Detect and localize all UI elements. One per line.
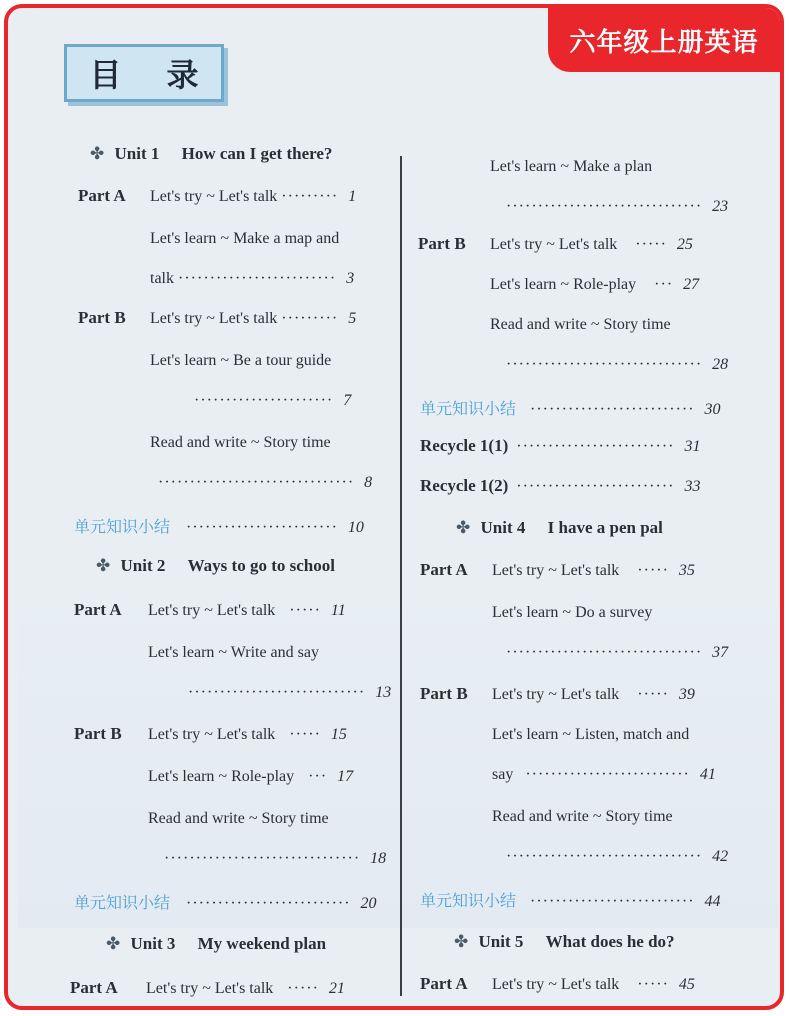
unit1-heading[interactable] [90, 144, 332, 164]
toc-entry-cont[interactable] [158, 474, 372, 492]
unit-label: Unit 2 [120, 556, 166, 575]
toc-entry[interactable] [492, 562, 695, 580]
toc-entry[interactable]: Let's learn ~ Be a tour guide [150, 352, 332, 369]
leader-dots: ········· [281, 310, 339, 327]
title-char-2: 录 [166, 56, 199, 94]
toc-entry[interactable] [492, 686, 695, 704]
unit-label: Unit 1 [114, 144, 160, 163]
leader-dots: ····· [289, 726, 321, 743]
page-number: 21 [328, 980, 345, 997]
summary-label: 单元知识小结 [420, 399, 517, 418]
part-label: Part A [78, 186, 126, 205]
page-number: 28 [712, 356, 729, 373]
page-frame [4, 4, 784, 1010]
toc-entry[interactable] [148, 726, 347, 744]
leader-dots: ····· [635, 236, 667, 253]
entry-text: Let's try ~ Let's talk [148, 726, 276, 743]
page-number: 10 [347, 519, 364, 536]
unit-summary-entry[interactable] [74, 514, 364, 537]
page-number: 35 [678, 562, 695, 579]
part-label: Part A [420, 974, 468, 993]
entry-text: Let's try ~ Let's talk [492, 976, 620, 993]
toc-entry[interactable]: Let's learn ~ Write and say [148, 644, 319, 661]
entry-text: Let's try ~ Let's talk [146, 980, 274, 997]
page-number: 25 [676, 236, 693, 253]
recycle-entry[interactable] [420, 436, 700, 456]
toc-entry[interactable]: Let's learn ~ Listen, match and [492, 726, 690, 743]
leader-dots: ······························· [158, 474, 355, 491]
leader-dots: ········· [281, 188, 339, 205]
page-number: 23 [712, 198, 729, 215]
entry-text: Let's try ~ Let's talk [492, 686, 620, 703]
toc-entry[interactable]: Let's learn ~ Make a map and [150, 230, 340, 247]
leader-dots: ························· [178, 270, 337, 287]
page-number: 42 [712, 848, 729, 865]
toc-entry-cont[interactable] [164, 850, 386, 868]
entry-text: Let's try ~ Let's talk [150, 310, 278, 327]
flower-icon: ✤ [106, 934, 121, 954]
toc-entry[interactable]: Read and write ~ Story time [490, 316, 671, 333]
entry-text: Let's learn ~ Role-play [490, 276, 637, 293]
toc-entry-cont[interactable] [194, 392, 351, 410]
summary-label: 单元知识小结 [74, 517, 171, 536]
page-number: 33 [684, 478, 701, 495]
recycle-entry[interactable] [420, 476, 700, 496]
entry-text: Let's try ~ Let's talk [148, 602, 276, 619]
leader-dots: ······························· [506, 644, 703, 661]
unit-label: Unit 4 [480, 518, 526, 537]
unit-title: Ways to go to school [187, 556, 335, 575]
page-number: 30 [704, 401, 721, 418]
toc-entry-cont[interactable] [506, 848, 728, 866]
part-label: Part B [74, 724, 122, 743]
toc-entry-cont[interactable] [492, 766, 716, 784]
toc-entry-cont[interactable] [150, 270, 354, 288]
leader-dots: ························· [516, 438, 675, 455]
page-number: 20 [360, 895, 377, 912]
toc-entry[interactable]: Let's learn ~ Do a survey [492, 604, 653, 621]
flower-icon: ✤ [96, 556, 111, 576]
toc-entry-cont[interactable] [506, 644, 728, 662]
toc-entry[interactable]: Let's learn ~ Make a plan [490, 158, 653, 175]
leader-dots: ····· [637, 686, 669, 703]
page-number: 27 [683, 276, 700, 293]
toc-entry[interactable] [146, 980, 345, 998]
leader-dots: ······························· [506, 848, 703, 865]
leader-dots: ··· [654, 276, 674, 293]
leader-dots: ······················ [194, 392, 334, 409]
summary-label: 单元知识小结 [74, 893, 171, 912]
unit3-heading[interactable] [106, 934, 326, 954]
unit-label: Unit 3 [130, 934, 176, 953]
leader-dots: ·························· [525, 766, 690, 783]
page-number: 7 [343, 392, 352, 409]
toc-entry[interactable]: Read and write ~ Story time [150, 434, 331, 451]
page-number: 15 [330, 726, 347, 743]
toc-entry[interactable]: Read and write ~ Story time [492, 808, 673, 825]
flower-icon: ✤ [456, 518, 471, 538]
toc-entry-cont[interactable] [506, 356, 728, 374]
page-number: 1 [348, 188, 357, 205]
leader-dots: ·························· [186, 895, 351, 912]
toc-entry[interactable] [150, 188, 356, 206]
toc-entry[interactable]: Read and write ~ Story time [148, 810, 329, 827]
page-number: 44 [704, 893, 721, 910]
entry-text: say [492, 766, 514, 783]
recycle-label: Recycle 1(2) [420, 476, 509, 495]
part-label: Part B [420, 684, 468, 703]
unit-summary-entry[interactable] [74, 890, 377, 913]
leader-dots: ·························· [530, 893, 695, 910]
entry-text: Let's learn ~ Role-play [148, 768, 295, 785]
toc-entry[interactable] [148, 602, 346, 620]
toc-entry-cont[interactable] [188, 684, 391, 702]
toc-entry[interactable] [492, 976, 695, 994]
leader-dots: ··· [308, 768, 328, 785]
unit2-heading[interactable] [96, 556, 335, 576]
column-divider [400, 156, 402, 996]
toc-entry[interactable] [148, 768, 353, 786]
leader-dots: ·························· [530, 401, 695, 418]
entry-text: Let's try ~ Let's talk [150, 188, 278, 205]
leader-dots: ····· [637, 562, 669, 579]
recycle-label: Recycle 1(1) [420, 436, 509, 455]
page-number: 8 [364, 474, 373, 491]
unit-label: Unit 5 [478, 932, 524, 951]
part-label: Part B [418, 234, 466, 253]
unit-summary-entry[interactable] [420, 888, 721, 911]
leader-dots: ······························· [506, 198, 703, 215]
toc-entry-cont[interactable] [506, 198, 728, 216]
leader-dots: ······························· [164, 850, 361, 867]
part-label: Part B [78, 308, 126, 327]
part-label: Part A [70, 978, 118, 997]
leader-dots: ····· [287, 980, 319, 997]
part-label: Part A [74, 600, 122, 619]
toc-entry[interactable] [150, 310, 356, 328]
flower-icon: ✤ [90, 144, 105, 164]
unit-title: I have a pen pal [547, 518, 663, 537]
page-number: 31 [684, 438, 701, 455]
unit-summary-entry[interactable] [420, 396, 721, 419]
grade-badge: 六年级上册英语 [548, 8, 780, 72]
leader-dots: ···························· [188, 684, 366, 701]
summary-label: 单元知识小结 [420, 891, 517, 910]
toc-entry[interactable] [490, 276, 699, 294]
page-number: 17 [337, 768, 354, 785]
page-number: 45 [678, 976, 695, 993]
toc-entry[interactable] [490, 236, 693, 254]
title-char-1: 目 [89, 56, 122, 94]
unit5-heading[interactable] [454, 932, 675, 952]
page-number: 18 [370, 850, 387, 867]
flower-icon: ✤ [454, 932, 469, 952]
entry-text: Let's try ~ Let's talk [490, 236, 618, 253]
page-number: 37 [712, 644, 729, 661]
unit4-heading[interactable] [456, 518, 663, 538]
entry-text: talk [150, 270, 174, 287]
leader-dots: ····· [289, 602, 321, 619]
page-number: 5 [348, 310, 357, 327]
entry-text: Let's try ~ Let's talk [492, 562, 620, 579]
leader-dots: ······························· [506, 356, 703, 373]
unit-title: My weekend plan [197, 934, 327, 953]
page-number: 39 [678, 686, 695, 703]
leader-dots: ························· [516, 478, 675, 495]
page-number: 11 [330, 602, 346, 619]
contents-title [64, 44, 224, 102]
leader-dots: ····· [637, 976, 669, 993]
leader-dots: ························ [186, 519, 338, 536]
page-number: 41 [699, 766, 716, 783]
page-number: 13 [375, 684, 392, 701]
unit-title: How can I get there? [181, 144, 333, 163]
page-number: 3 [346, 270, 355, 287]
unit-title: What does he do? [545, 932, 675, 951]
part-label: Part A [420, 560, 468, 579]
